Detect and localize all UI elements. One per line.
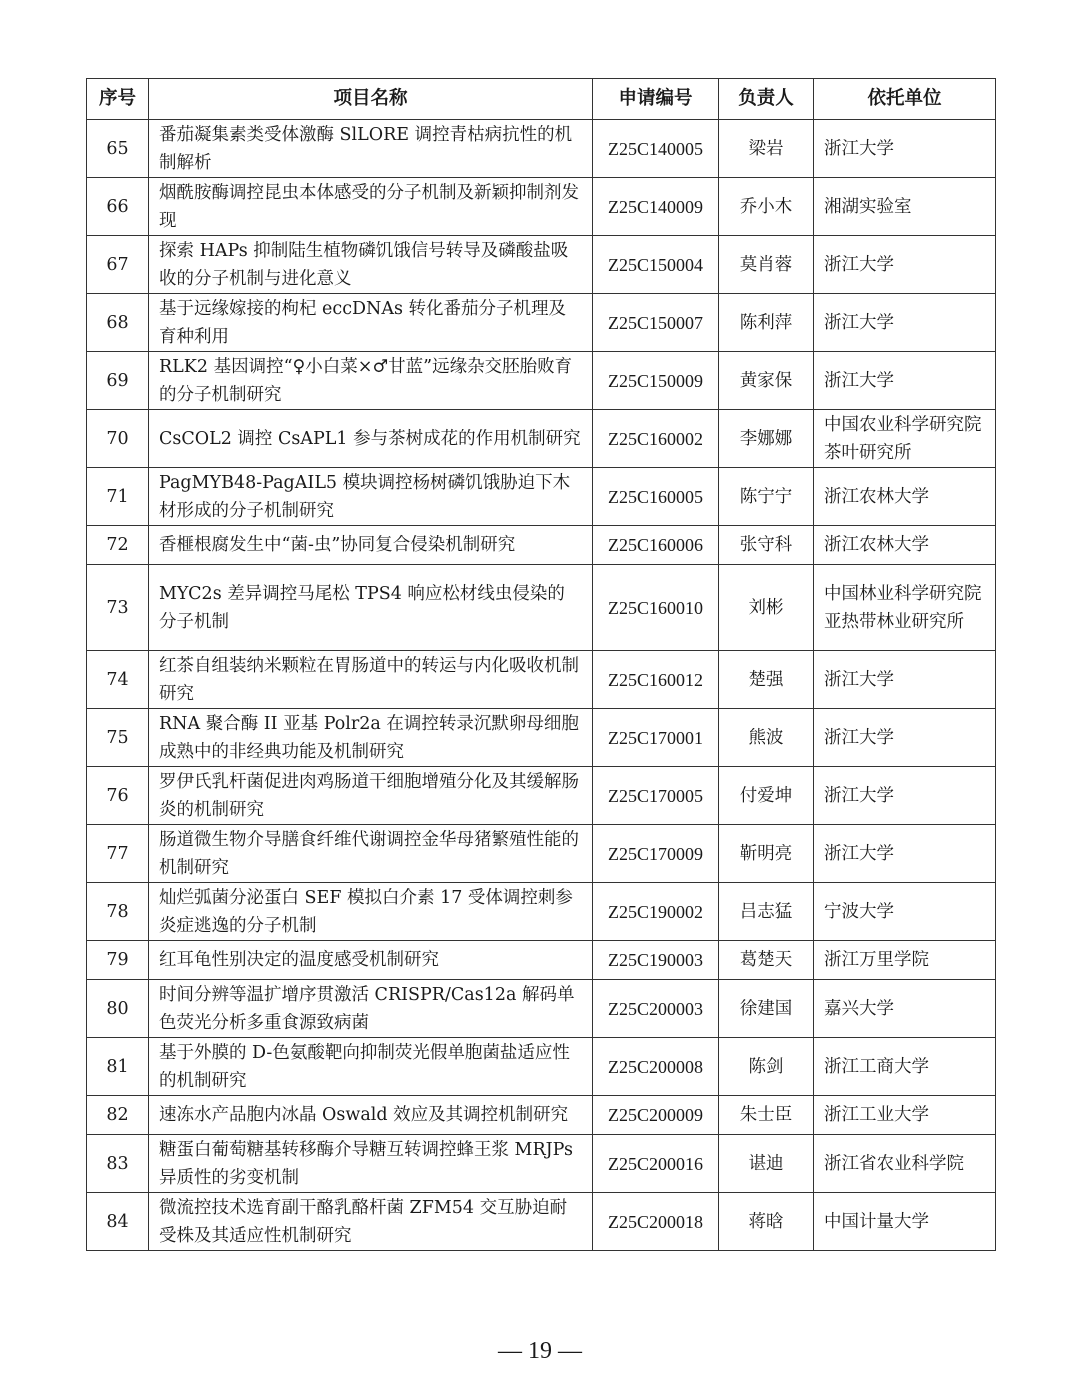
project-lead: 徐建国 (719, 980, 814, 1038)
project-name: 烟酰胺酶调控昆虫本体感受的分子机制及新颖抑制剂发现 (149, 178, 593, 236)
project-lead: 谌迪 (719, 1135, 814, 1193)
table-row (87, 410, 996, 468)
project-name: MYC2s 差异调控马尾松 TPS4 响应松材线虫侵染的分子机制 (149, 565, 593, 651)
project-name: 番茄凝集素类受体激酶 SlLORE 调控青枯病抗性的机制解析 (149, 120, 593, 178)
header-unit: 依托单位 (814, 79, 996, 120)
table-row (87, 178, 996, 236)
row-number: 67 (87, 236, 149, 294)
project-name: 基于远缘嫁接的枸杞 eccDNAs 转化番茄分子机理及育种利用 (149, 294, 593, 352)
project-lead: 李娜娜 (719, 410, 814, 468)
application-code: Z25C200003 (593, 980, 719, 1038)
project-lead: 陈利萍 (719, 294, 814, 352)
row-number: 80 (87, 980, 149, 1038)
row-number: 76 (87, 767, 149, 825)
project-name: 肠道微生物介导膳食纤维代谢调控金华母猪繁殖性能的机制研究 (149, 825, 593, 883)
project-name: RLK2 基因调控“♀小白菜×♂甘蓝”远缘杂交胚胎败育的分子机制研究 (149, 352, 593, 410)
host-institution: 浙江农林大学 (814, 468, 996, 526)
project-name: 微流控技术选育副干酪乳酪杆菌 ZFM54 交互胁迫耐受株及其适应性机制研究 (149, 1193, 593, 1251)
application-code: Z25C190002 (593, 883, 719, 941)
row-number: 73 (87, 565, 149, 651)
table-row (87, 825, 996, 883)
application-code: Z25C160002 (593, 410, 719, 468)
table-row (87, 468, 996, 526)
row-number: 70 (87, 410, 149, 468)
project-name: 罗伊氏乳杆菌促进肉鸡肠道干细胞增殖分化及其缓解肠炎的机制研究 (149, 767, 593, 825)
application-code: Z25C190003 (593, 941, 719, 980)
header-no: 序号 (87, 79, 149, 120)
host-institution: 中国计量大学 (814, 1193, 996, 1251)
row-number: 75 (87, 709, 149, 767)
application-code: Z25C150004 (593, 236, 719, 294)
table-row (87, 941, 996, 980)
table-row (87, 883, 996, 941)
project-lead: 张守科 (719, 526, 814, 565)
table-row (87, 120, 996, 178)
host-institution: 浙江工商大学 (814, 1038, 996, 1096)
application-code: Z25C160006 (593, 526, 719, 565)
application-code: Z25C200009 (593, 1096, 719, 1135)
project-name: RNA 聚合酶 II 亚基 Polr2a 在调控转录沉默卵母细胞成熟中的非经典功能及机制研究 (149, 709, 593, 767)
host-institution: 浙江大学 (814, 651, 996, 709)
row-number: 66 (87, 178, 149, 236)
host-institution: 宁波大学 (814, 883, 996, 941)
project-lead: 梁岩 (719, 120, 814, 178)
host-institution: 浙江大学 (814, 236, 996, 294)
application-code: Z25C170001 (593, 709, 719, 767)
application-code: Z25C140005 (593, 120, 719, 178)
project-name: 香榧根腐发生中“菌-虫”协同复合侵染机制研究 (149, 526, 593, 565)
project-lead: 朱士臣 (719, 1096, 814, 1135)
table-header-row (87, 79, 996, 120)
application-code: Z25C160010 (593, 565, 719, 651)
table-row (87, 1135, 996, 1193)
host-institution: 浙江大学 (814, 120, 996, 178)
table-row (87, 1038, 996, 1096)
row-number: 82 (87, 1096, 149, 1135)
table-row (87, 294, 996, 352)
project-table (86, 78, 996, 1251)
row-number: 71 (87, 468, 149, 526)
project-lead: 乔小木 (719, 178, 814, 236)
host-institution: 浙江大学 (814, 709, 996, 767)
project-name: 探索 HAPs 抑制陆生植物磷饥饿信号转导及磷酸盐吸收的分子机制与进化意义 (149, 236, 593, 294)
project-lead: 楚强 (719, 651, 814, 709)
project-name: 速冻水产品胞内冰晶 Oswald 效应及其调控机制研究 (149, 1096, 593, 1135)
row-number: 84 (87, 1193, 149, 1251)
table-row (87, 1193, 996, 1251)
host-institution: 中国农业科学研究院茶叶研究所 (814, 410, 996, 468)
row-number: 78 (87, 883, 149, 941)
project-lead: 葛楚天 (719, 941, 814, 980)
project-lead: 陈宁宁 (719, 468, 814, 526)
row-number: 77 (87, 825, 149, 883)
application-code: Z25C200018 (593, 1193, 719, 1251)
host-institution: 浙江万里学院 (814, 941, 996, 980)
host-institution: 中国林业科学研究院亚热带林业研究所 (814, 565, 996, 651)
row-number: 68 (87, 294, 149, 352)
project-lead: 付爱坤 (719, 767, 814, 825)
application-code: Z25C200008 (593, 1038, 719, 1096)
table-row (87, 980, 996, 1038)
table-row (87, 236, 996, 294)
project-name: 时间分辨等温扩增序贯激活 CRISPR/Cas12a 解码单色荧光分析多重食源致病菌 (149, 980, 593, 1038)
application-code: Z25C170009 (593, 825, 719, 883)
host-institution: 浙江工业大学 (814, 1096, 996, 1135)
project-name: 红耳龟性别决定的温度感受机制研究 (149, 941, 593, 980)
project-name: 灿烂弧菌分泌蛋白 SEF 模拟白介素 17 受体调控刺参炎症逃逸的分子机制 (149, 883, 593, 941)
host-institution: 浙江省农业科学院 (814, 1135, 996, 1193)
host-institution: 浙江大学 (814, 767, 996, 825)
row-number: 79 (87, 941, 149, 980)
project-name: 红茶自组装纳米颗粒在胃肠道中的转运与内化吸收机制研究 (149, 651, 593, 709)
header-code: 申请编号 (593, 79, 719, 120)
application-code: Z25C150007 (593, 294, 719, 352)
project-lead: 熊波 (719, 709, 814, 767)
host-institution: 浙江大学 (814, 294, 996, 352)
application-code: Z25C160012 (593, 651, 719, 709)
host-institution: 浙江大学 (814, 825, 996, 883)
project-lead: 吕志猛 (719, 883, 814, 941)
row-number: 83 (87, 1135, 149, 1193)
table-row (87, 352, 996, 410)
application-code: Z25C200016 (593, 1135, 719, 1193)
table-row (87, 1096, 996, 1135)
project-lead: 陈剑 (719, 1038, 814, 1096)
table-row (87, 767, 996, 825)
application-code: Z25C160005 (593, 468, 719, 526)
row-number: 65 (87, 120, 149, 178)
table-row (87, 565, 996, 651)
host-institution: 嘉兴大学 (814, 980, 996, 1038)
table-row (87, 526, 996, 565)
project-name: PagMYB48-PagAIL5 模块调控杨树磷饥饿胁迫下木材形成的分子机制研究 (149, 468, 593, 526)
project-name: 基于外膜的 D-色氨酸靶向抑制荧光假单胞菌盐适应性的机制研究 (149, 1038, 593, 1096)
row-number: 72 (87, 526, 149, 565)
host-institution: 浙江大学 (814, 352, 996, 410)
header-lead: 负责人 (719, 79, 814, 120)
application-code: Z25C150009 (593, 352, 719, 410)
application-code: Z25C140009 (593, 178, 719, 236)
row-number: 74 (87, 651, 149, 709)
application-code: Z25C170005 (593, 767, 719, 825)
project-name: CsCOL2 调控 CsAPL1 参与茶树成花的作用机制研究 (149, 410, 593, 468)
project-lead: 蒋晗 (719, 1193, 814, 1251)
page-number: — 19 — (498, 1338, 582, 1364)
row-number: 81 (87, 1038, 149, 1096)
table-row (87, 709, 996, 767)
project-name: 糖蛋白葡萄糖基转移酶介导糖互转调控蜂王浆 MRJPs 异质性的劣变机制 (149, 1135, 593, 1193)
project-lead: 刘彬 (719, 565, 814, 651)
header-name: 项目名称 (149, 79, 593, 120)
project-lead: 黄家保 (719, 352, 814, 410)
host-institution: 浙江农林大学 (814, 526, 996, 565)
project-lead: 莫肖蓉 (719, 236, 814, 294)
row-number: 69 (87, 352, 149, 410)
project-lead: 靳明亮 (719, 825, 814, 883)
host-institution: 湘湖实验室 (814, 178, 996, 236)
table-row (87, 651, 996, 709)
